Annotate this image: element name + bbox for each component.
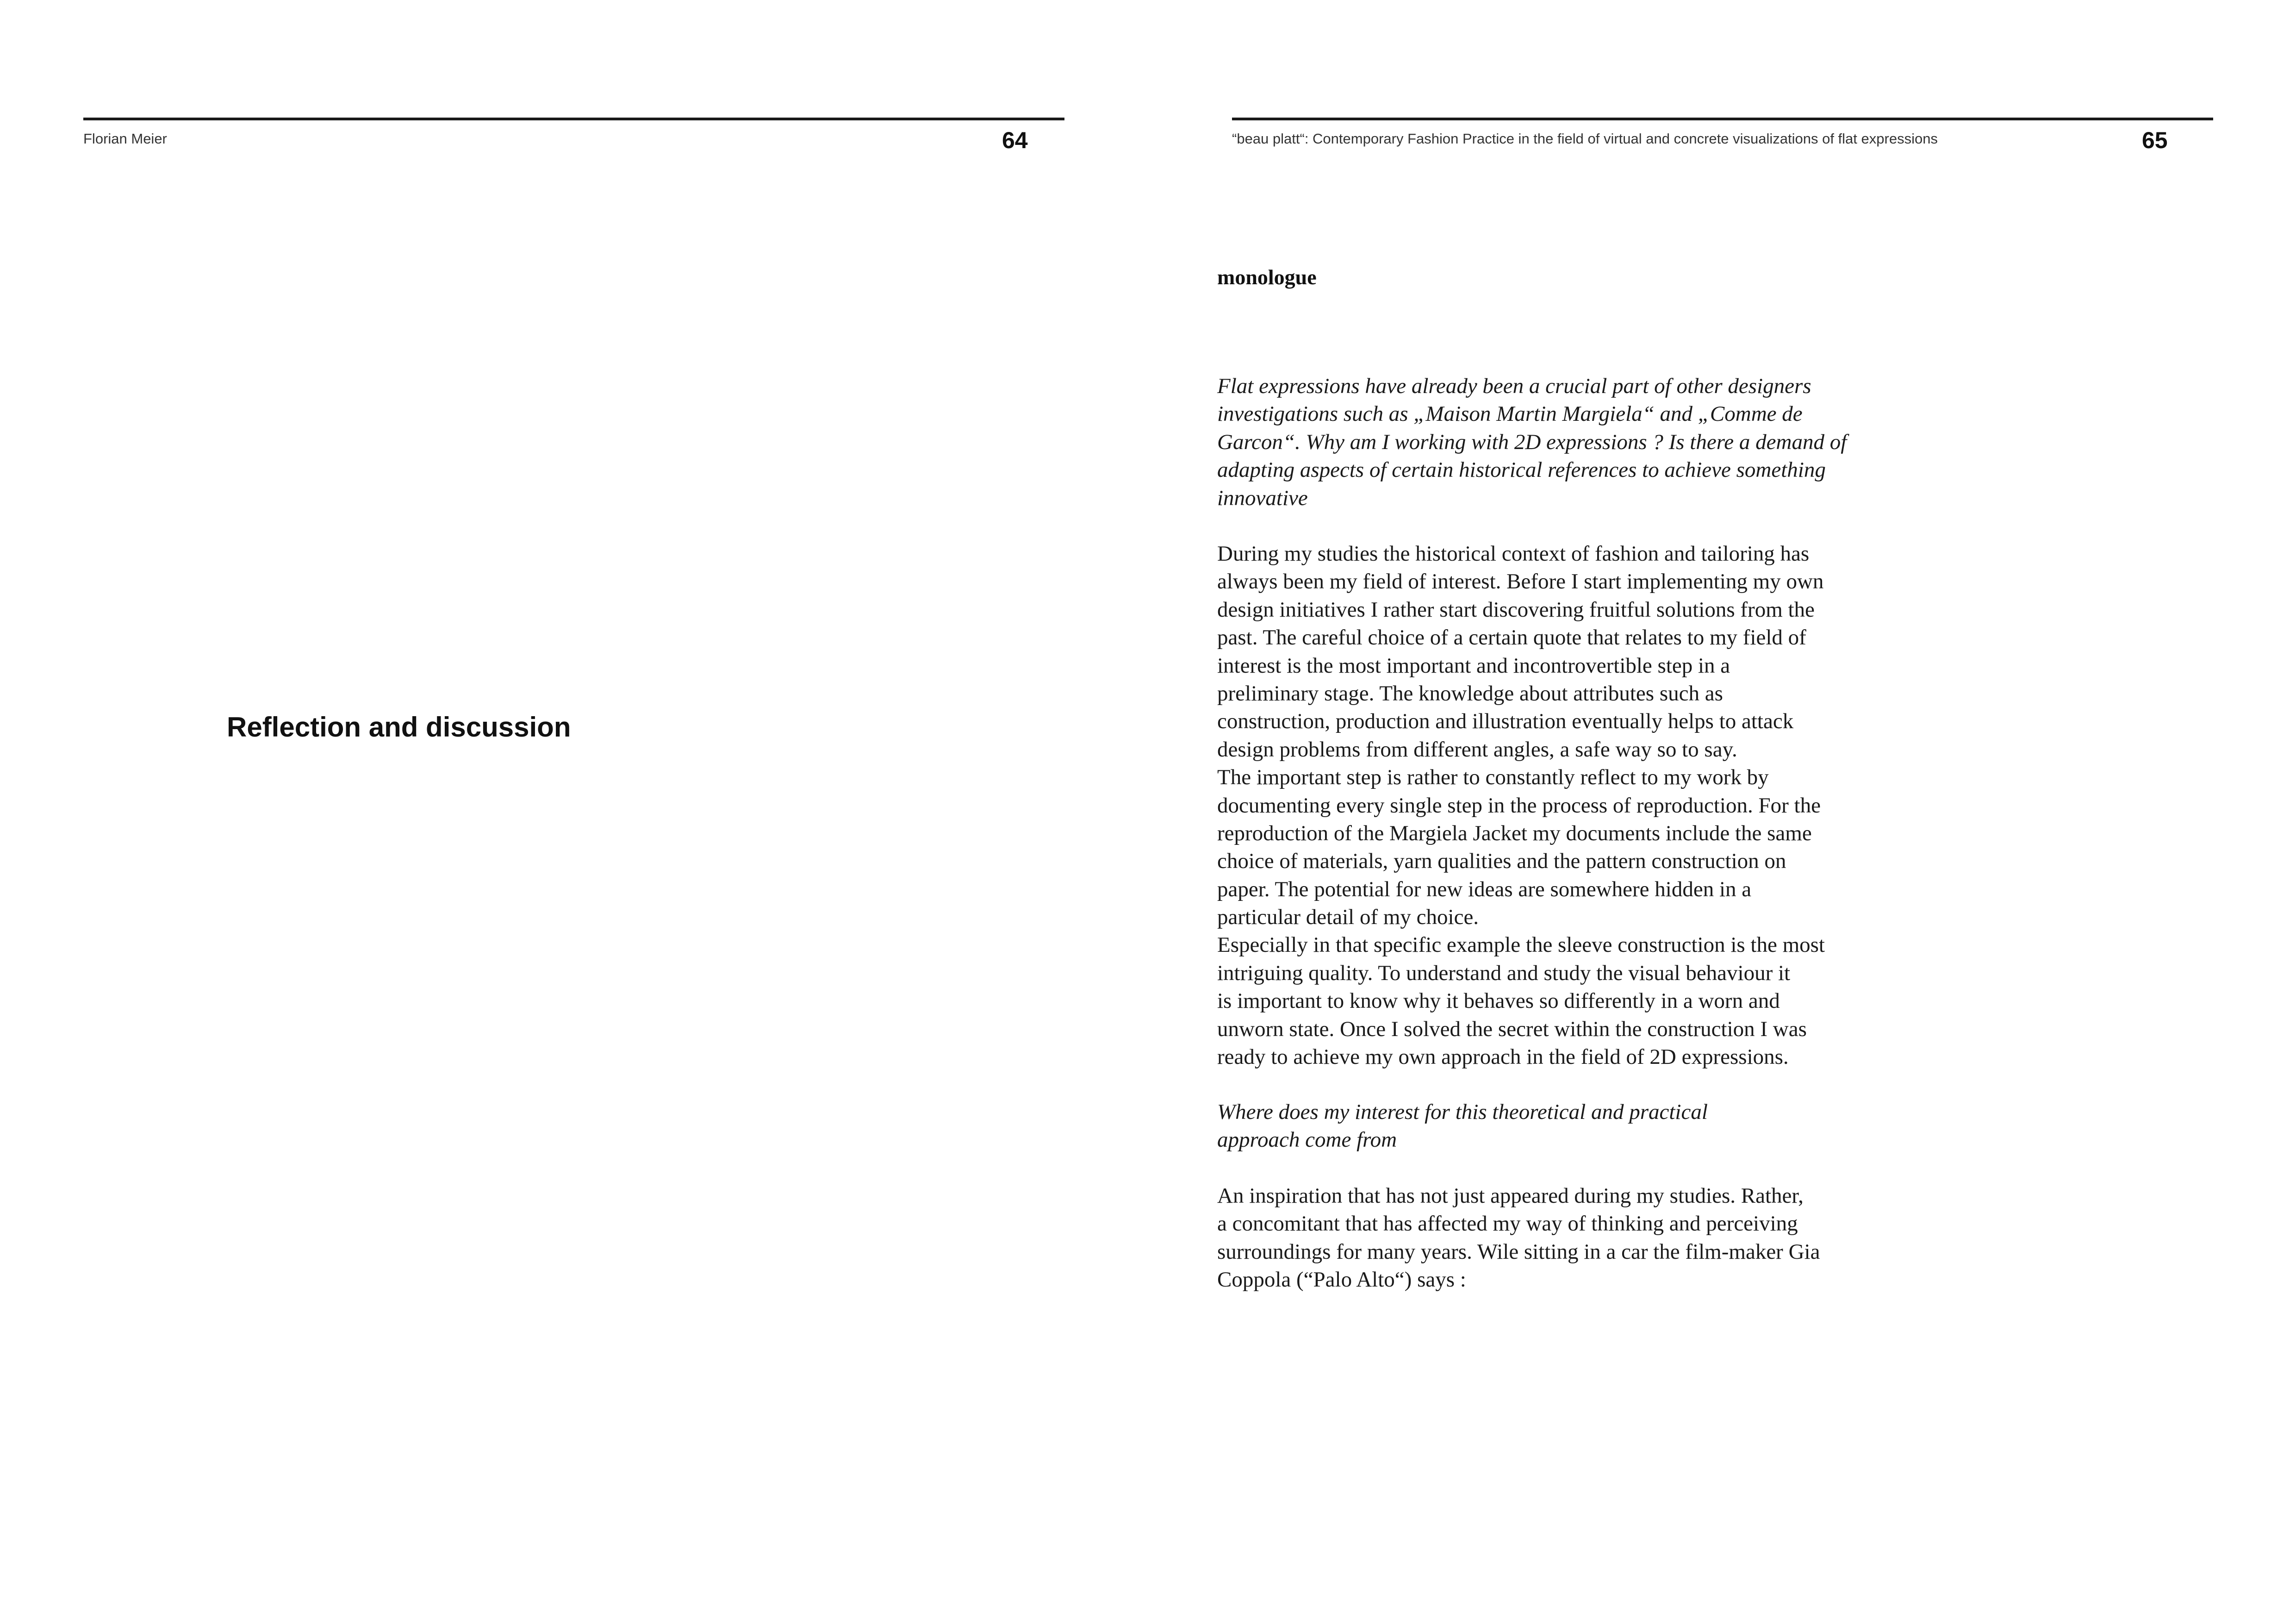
text-line: choice of materials, yarn qualities and the pattern construction on <box>1217 849 1786 874</box>
text-line: Flat expressions have already been a crucial part of other designers <box>1217 374 1811 398</box>
text-line: unworn state. Once I solved the secret within the construction I was <box>1217 1017 1807 1041</box>
header-rule <box>1232 118 2213 120</box>
text-line: construction, production and illustration eventually helps to attack <box>1217 709 1794 734</box>
text-line: preliminary stage. The knowledge about attributes such as <box>1217 681 1723 706</box>
header-rule <box>83 118 1064 120</box>
text-line: is important to know why it behaves so differently in a worn and <box>1217 989 1780 1013</box>
text-line: adapting aspects of certain historical references to achieve something <box>1217 458 1826 482</box>
text-line: intriguing quality. To understand and study the visual behaviour it <box>1217 961 1791 985</box>
running-head-author: Florian Meier <box>83 131 167 147</box>
answer-block-1 <box>1217 540 1874 1071</box>
answer-block-2 <box>1217 1182 1874 1294</box>
text-line: An inspiration that has not just appeared during my studies. Rather, <box>1217 1184 1804 1208</box>
text-line: ready to achieve my own approach in the field of 2D expressions. <box>1217 1045 1789 1069</box>
text-line: investigations such as „Maison Martin Margiela“ and „Comme de <box>1217 402 1803 426</box>
text-line: paper. The potential for new ideas are somewhere hidden in a <box>1217 877 1752 901</box>
text-line: approach come from <box>1217 1128 1397 1152</box>
section-title: Reflection and discussion <box>227 712 571 743</box>
page-number: 64 <box>1002 127 1028 153</box>
text-line: Especially in that specific example the sleeve construction is the most <box>1217 933 1825 957</box>
text-line: surroundings for many years. Wile sitting in a car the film-maker Gia <box>1217 1239 1820 1264</box>
text-line: Where does my interest for this theoretical and practical <box>1217 1100 1708 1124</box>
text-line: reproduction of the Margiela Jacket my documents include the same <box>1217 821 1812 845</box>
text-line: a concomitant that has affected my way of thinking and perceiving <box>1217 1212 1798 1236</box>
text-line: particular detail of my choice. <box>1217 905 1479 930</box>
section-heading: monologue <box>1217 265 1317 289</box>
running-head-title: “beau platt“: Contemporary Fashion Practice in the field of virtual and concrete visualizations of flat expressions <box>1232 131 1938 147</box>
text-line: During my studies the historical context of fashion and tailoring has <box>1217 542 1810 566</box>
text-line: interest is the most important and incontrovertible step in a <box>1217 653 1730 678</box>
question-block-2 <box>1217 1098 1874 1154</box>
text-line: past. The careful choice of a certain quote that relates to my field of <box>1217 625 1806 650</box>
text-line: innovative <box>1217 486 1308 510</box>
right-page <box>1148 0 2296 1624</box>
text-line: Garcon“. Why am I working with 2D expressions ? Is there a demand of <box>1217 430 1847 454</box>
text-line: design initiatives I rather start discovering fruitful solutions from the <box>1217 597 1815 622</box>
question-block-1 <box>1217 372 1874 512</box>
text-line: design problems from different angles, a safe way so to say. <box>1217 737 1737 762</box>
text-line: always been my field of interest. Before I start implementing my own <box>1217 569 1824 594</box>
text-line: The important step is rather to constantly reflect to my work by <box>1217 765 1769 790</box>
text-line: Coppola (“Palo Alto“) says : <box>1217 1268 1466 1292</box>
page-number: 65 <box>2142 127 2168 153</box>
text-line: documenting every single step in the process of reproduction. For the <box>1217 793 1821 818</box>
